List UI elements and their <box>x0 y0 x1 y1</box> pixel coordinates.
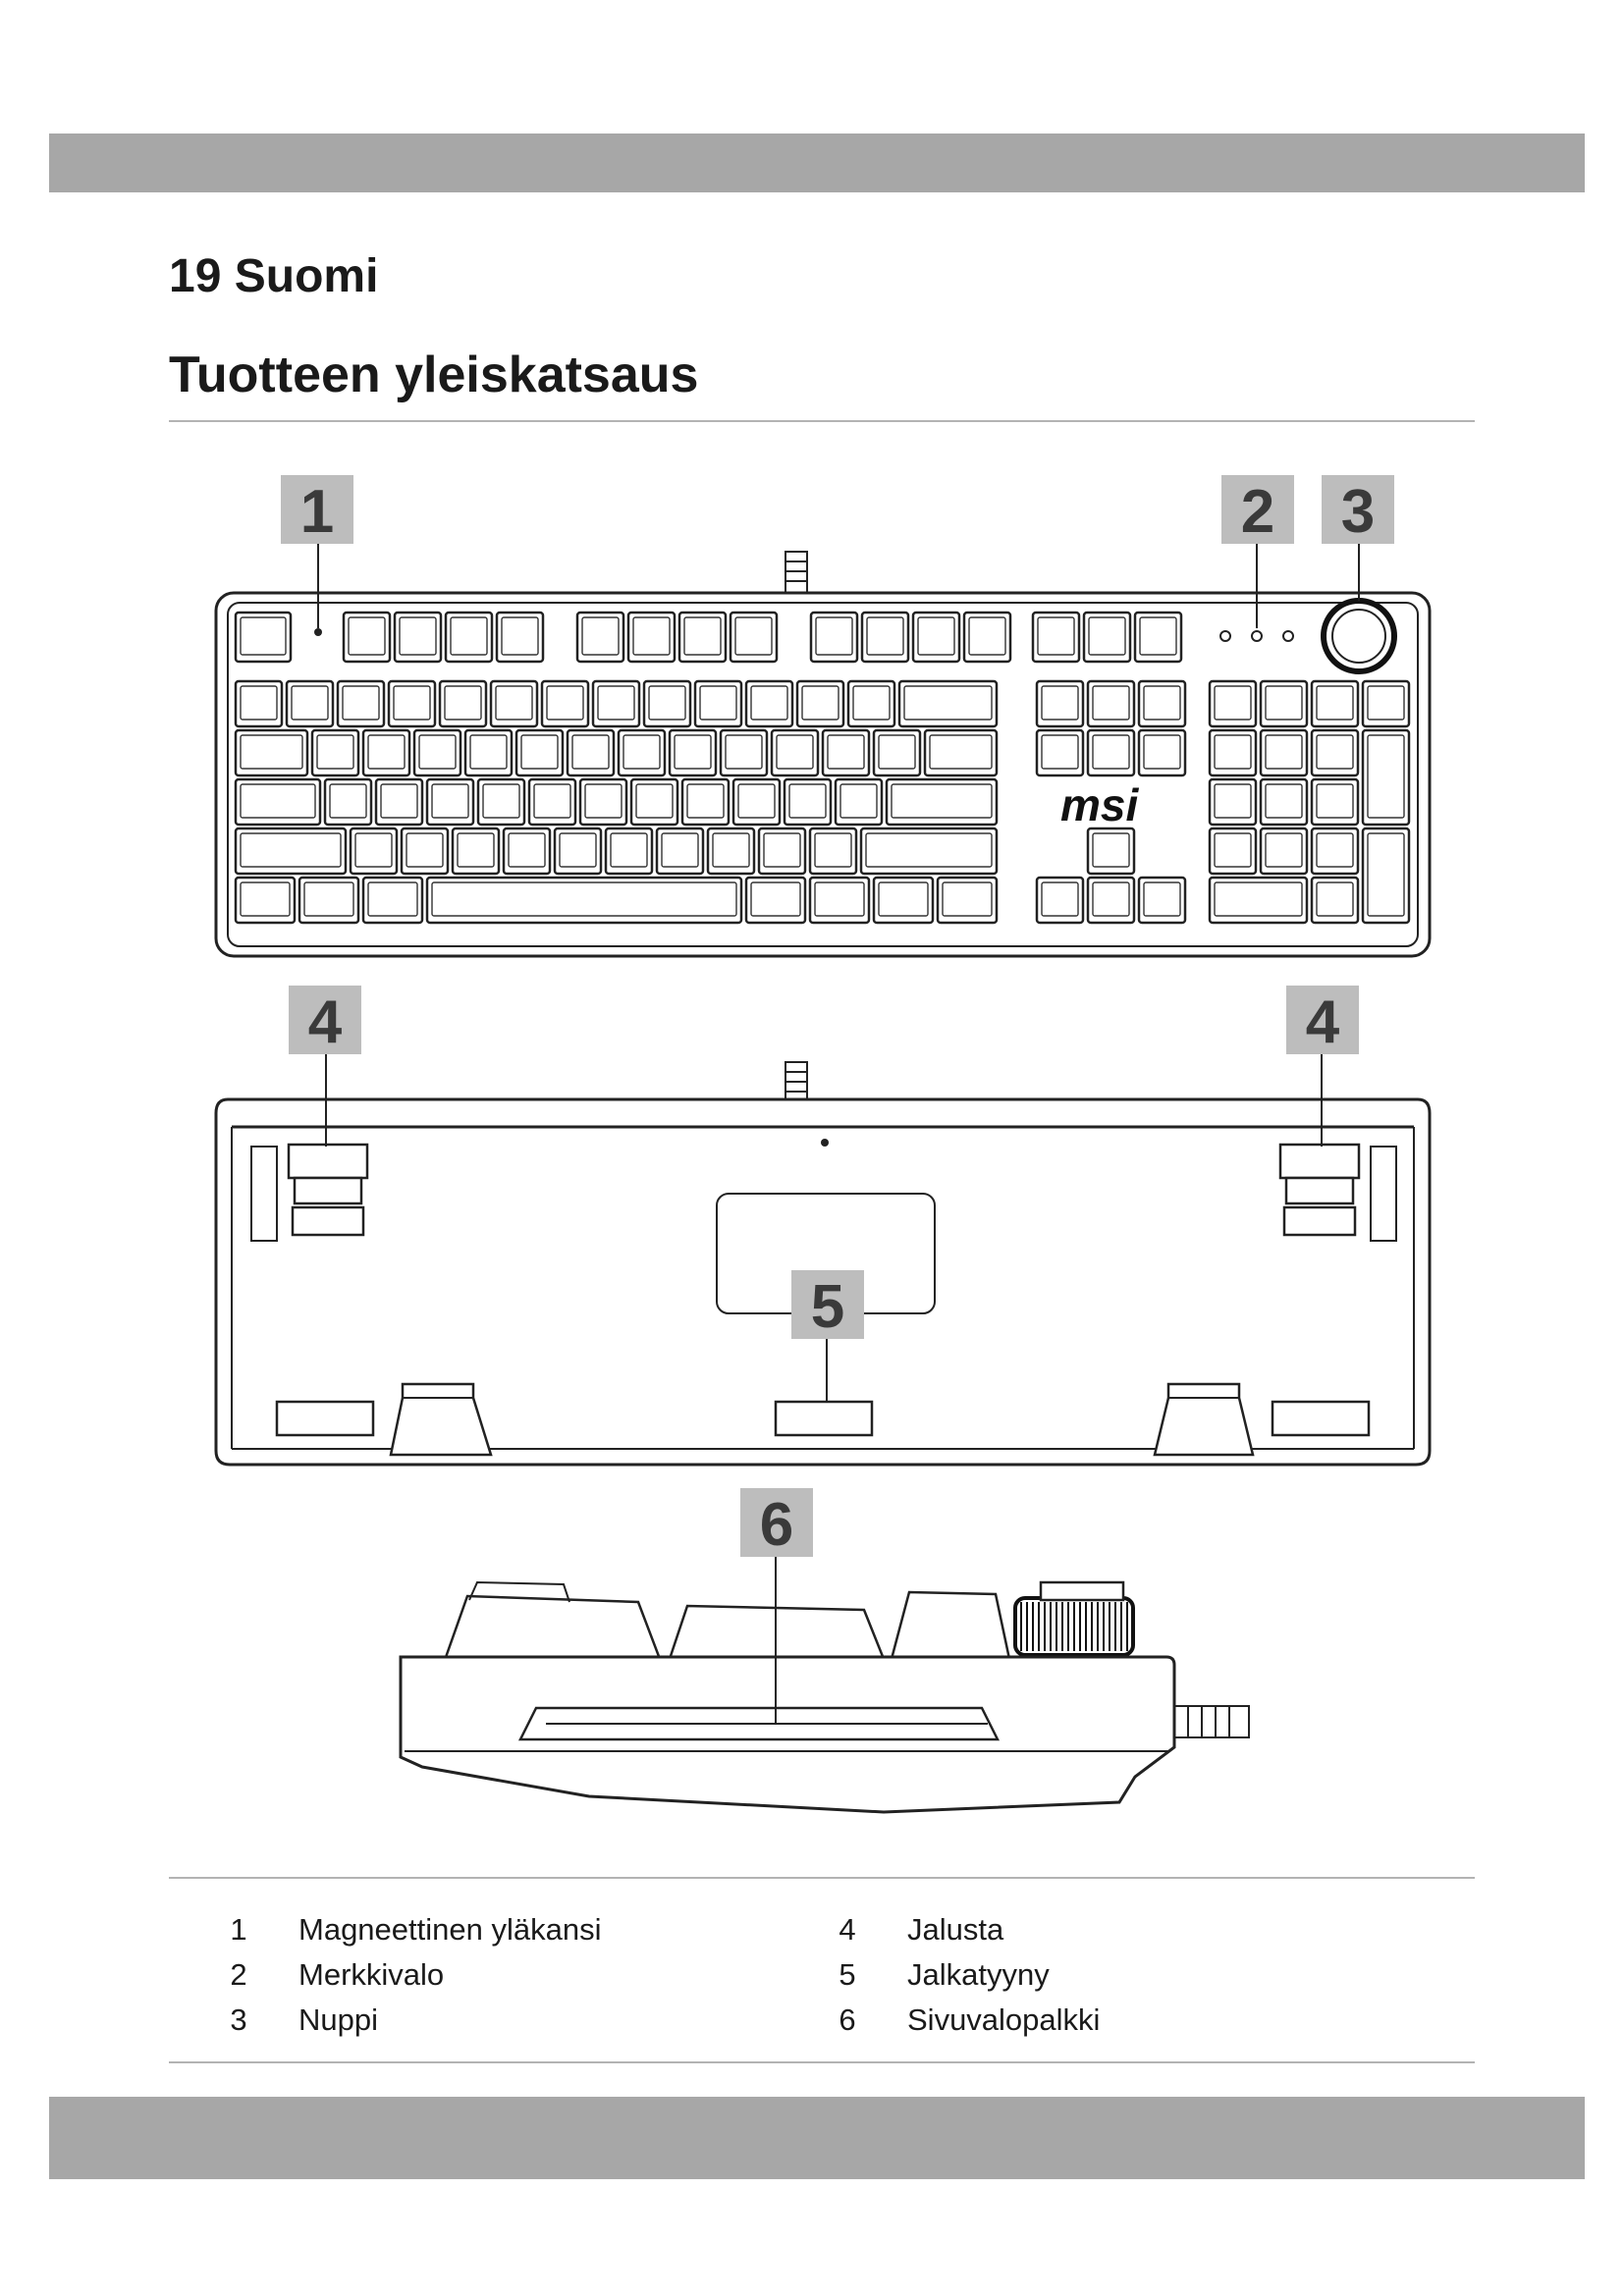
keycap <box>1363 828 1409 923</box>
legend-number: 5 <box>839 1957 856 1992</box>
legend-number: 6 <box>839 2002 856 2037</box>
legend-item <box>817 1912 1003 1948</box>
svg-text:2: 2 <box>1240 478 1275 546</box>
keyboard-bottom-view <box>216 1062 1430 1465</box>
callout-6 <box>740 1488 813 1559</box>
legend-label: Jalusta <box>907 1912 1004 1947</box>
keycap <box>1363 730 1409 825</box>
legend-item <box>208 1912 601 1948</box>
keyboard-top-view <box>216 552 1430 956</box>
foot-pad <box>776 1402 872 1435</box>
callout-4-right <box>1286 986 1359 1056</box>
legend-item <box>817 2002 1100 2038</box>
svg-text:6: 6 <box>759 1491 794 1559</box>
foot-pad <box>277 1402 373 1435</box>
callout-3 <box>1322 475 1394 546</box>
page-title: Tuotteen yleiskatsaus <box>169 347 699 403</box>
stand-left <box>289 1145 367 1235</box>
legend-item <box>208 2002 378 2038</box>
legend-label: Sivuvalopalkki <box>907 2002 1101 2037</box>
legend-number: 3 <box>230 2002 247 2037</box>
legend-label: Jalkatyyny <box>907 1957 1050 1992</box>
svg-text:3: 3 <box>1340 478 1376 546</box>
svg-text:5: 5 <box>810 1273 845 1341</box>
callout-4-left <box>289 986 361 1056</box>
legend-label: Merkkivalo <box>298 1957 445 1992</box>
legend-number: 4 <box>839 1912 856 1947</box>
msi-logo: msi <box>1060 779 1139 830</box>
bottom-band <box>49 2097 1585 2179</box>
keyboard-side-view <box>401 1582 1249 1812</box>
stand-right <box>1280 1145 1359 1235</box>
callout-2 <box>1221 475 1294 546</box>
svg-text:4: 4 <box>307 988 343 1056</box>
legend-number: 1 <box>230 1912 247 1947</box>
legend-item <box>208 1957 444 1993</box>
legend-label: Nuppi <box>298 2002 378 2037</box>
legend-number: 2 <box>230 1957 247 1992</box>
legend-top-divider <box>169 1877 1475 1879</box>
callout-1 <box>281 475 353 546</box>
legend-bottom-divider <box>169 2061 1475 2063</box>
legend-label: Magneettinen yläkansi <box>298 1912 602 1947</box>
section-heading: 19 Suomi <box>169 250 379 302</box>
legend-item <box>817 1957 1050 1993</box>
svg-text:4: 4 <box>1305 988 1340 1056</box>
callout-5 <box>791 1270 864 1341</box>
volume-knob <box>1324 601 1394 671</box>
foot-pad <box>1272 1402 1369 1435</box>
svg-text:1: 1 <box>299 478 335 546</box>
